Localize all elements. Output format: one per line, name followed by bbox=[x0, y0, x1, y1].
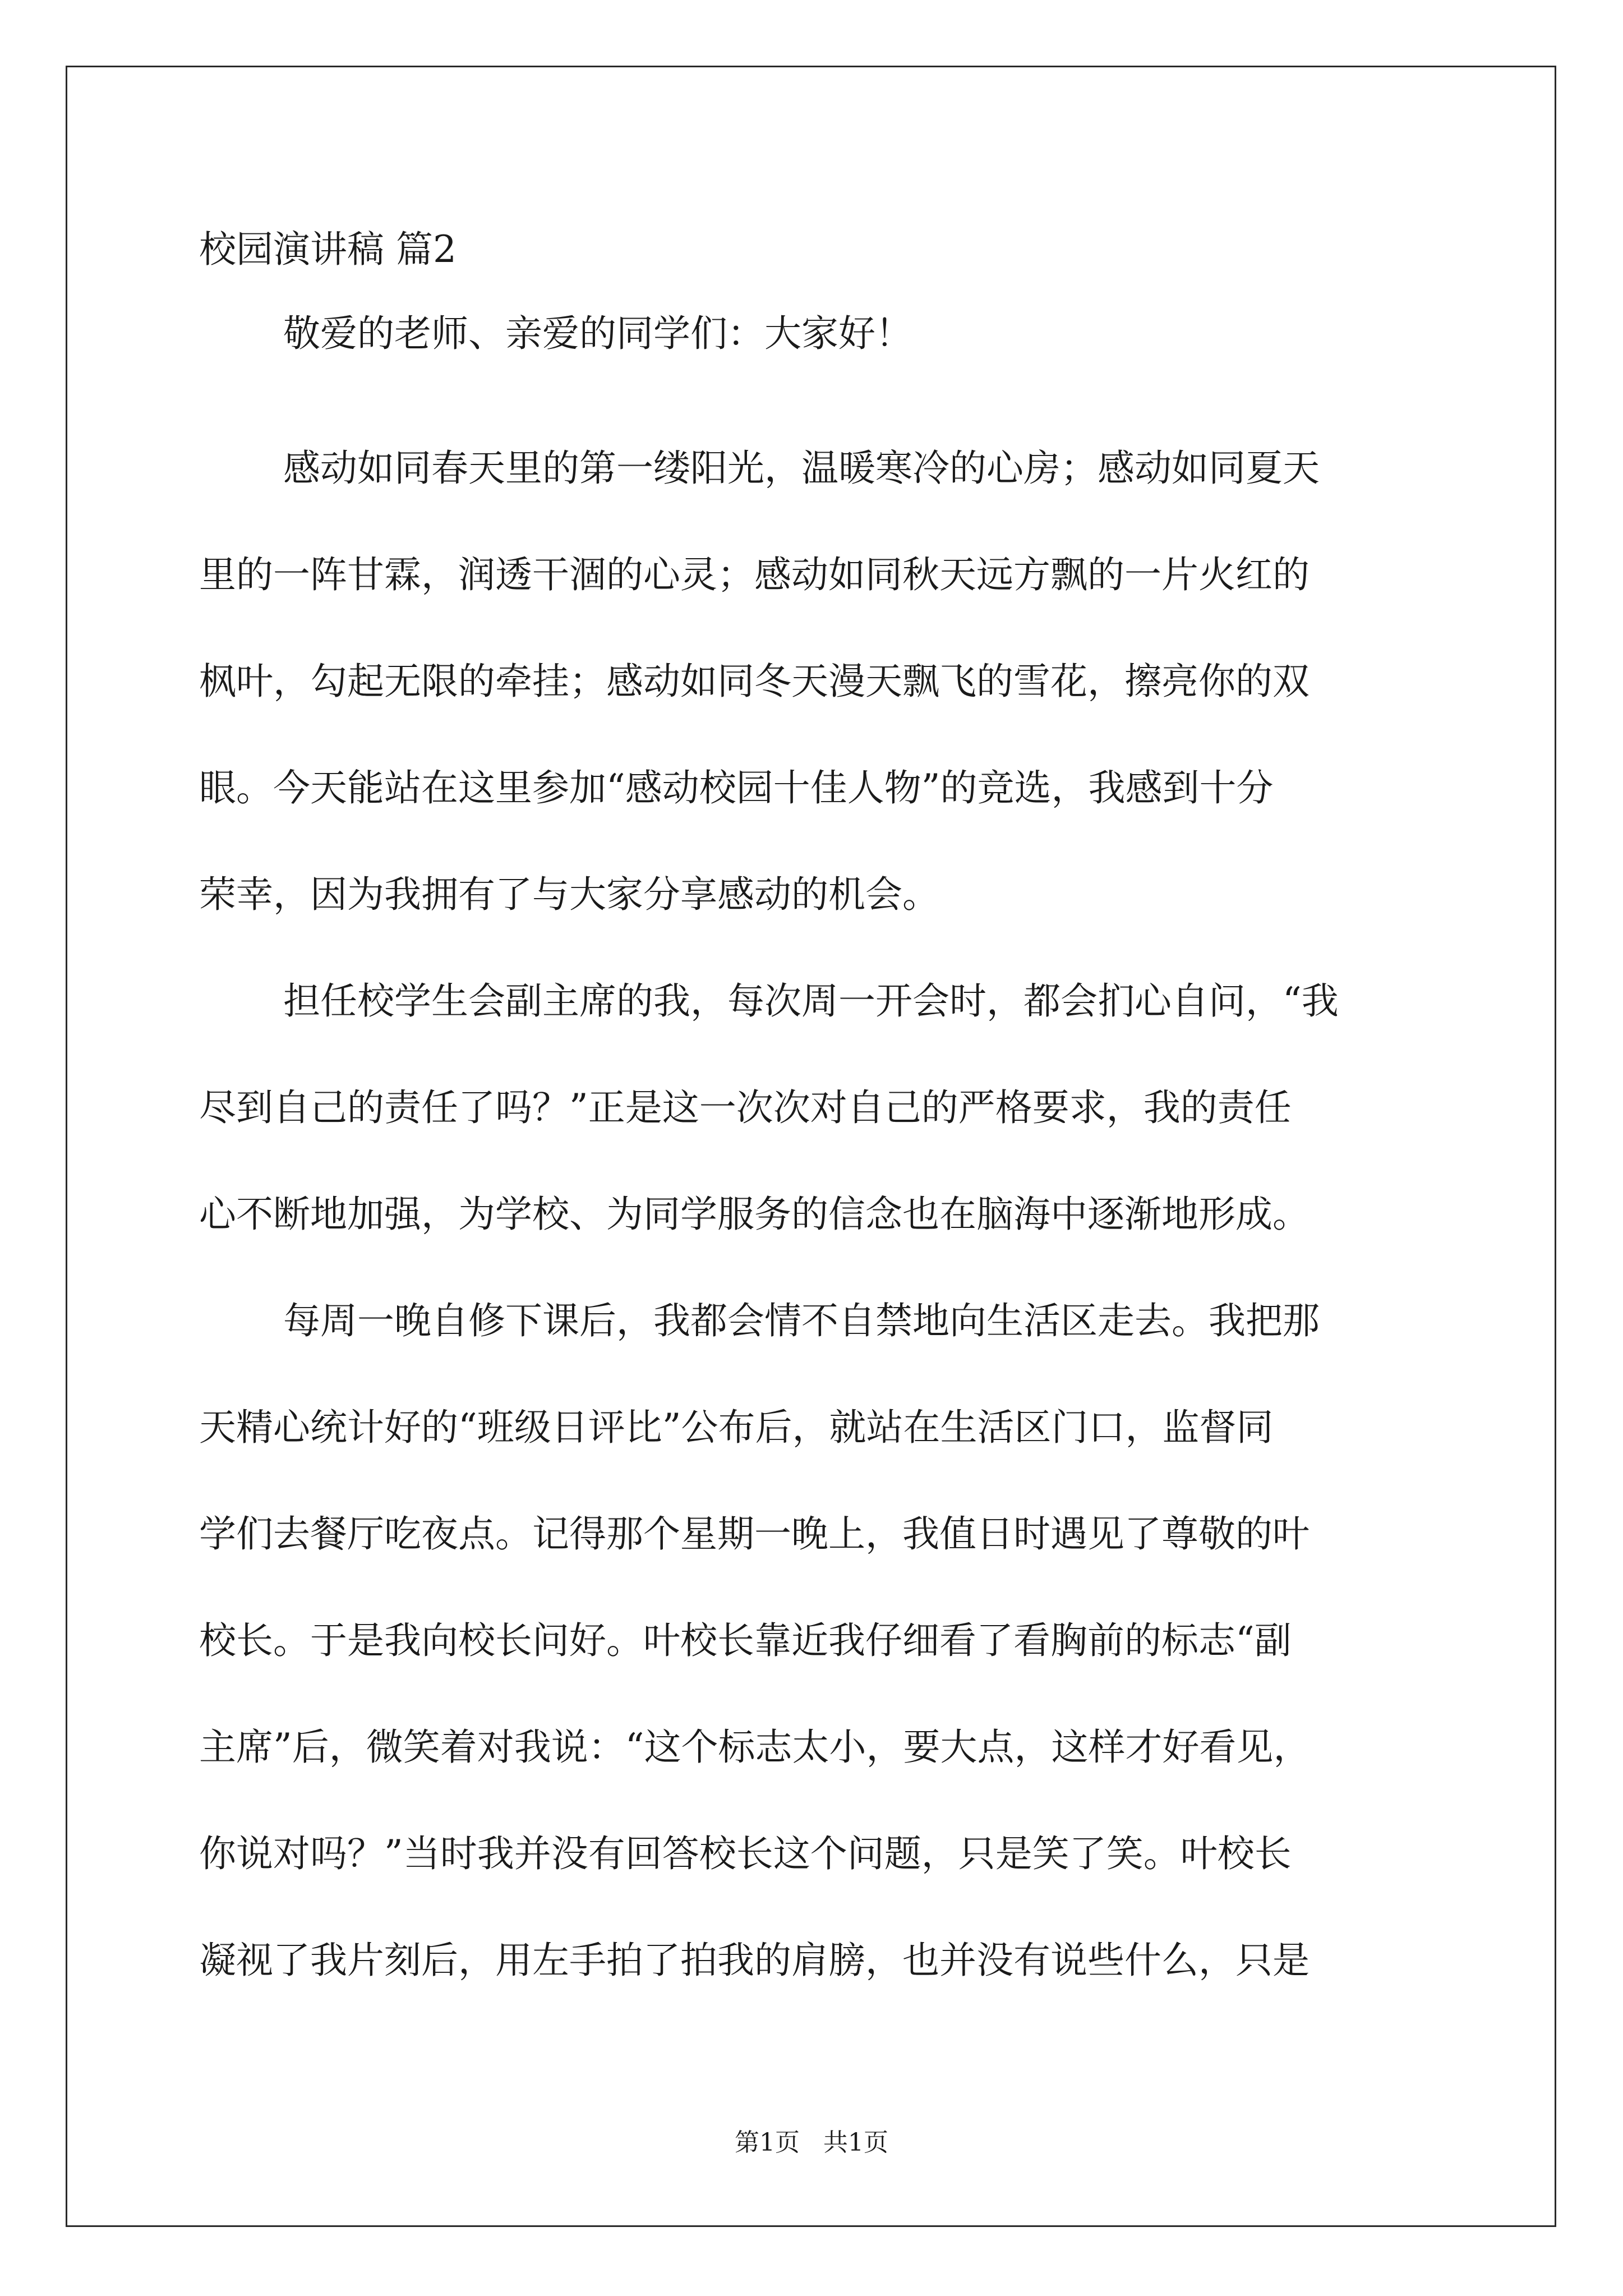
paragraph-line: 尽到自己的责任了吗？”正是这一次次对自己的严格要求，我的责任 bbox=[199, 1086, 1292, 1129]
paragraph-line: 枫叶，勾起无限的牵挂；感动如同冬天漫天飘飞的雪花，擦亮你的双 bbox=[199, 660, 1310, 703]
paragraph-line: 感动如同春天里的第一缕阳光，温暖寒冷的心房；感动如同夏天 bbox=[283, 447, 1320, 490]
paragraph-line: 学们去餐厅吃夜点。记得那个星期一晚上，我值日时遇见了尊敬的叶 bbox=[199, 1512, 1310, 1556]
paragraph-line: 每周一晚自修下课后，我都会情不自禁地向生活区走去。我把那 bbox=[283, 1299, 1320, 1342]
paragraph-line: 眼。今天能站在这里参加“感动校园十佳人物”的竞选，我感到十分 bbox=[199, 766, 1274, 809]
paragraph-line: 荣幸，因为我拥有了与大家分享感动的机会。 bbox=[199, 873, 939, 916]
paragraph-line: 主席”后，微笑着对我说：“这个标志太小，要大点，这样才好看见， bbox=[199, 1726, 1311, 1769]
paragraph-line: 心不断地加强，为学校、为同学服务的信念也在脑海中逐渐地形成。 bbox=[199, 1193, 1310, 1236]
page-border bbox=[66, 66, 1556, 2227]
paragraph-line: 校长。于是我向校长问好。叶校长靠近我仔细看了看胸前的标志“副 bbox=[199, 1619, 1292, 1662]
paragraph-line: 里的一阵甘霖，润透干涸的心灵；感动如同秋天远方飘的一片火红的 bbox=[199, 553, 1310, 596]
paragraph-greeting: 敬爱的老师、亲爱的同学们：大家好！ bbox=[283, 312, 912, 355]
paragraph-line: 凝视了我片刻后，用左手拍了拍我的肩膀，也并没有说些什么，只是 bbox=[199, 1939, 1310, 1982]
document-title: 校园演讲稿 篇2 bbox=[199, 228, 457, 271]
page-footer: 第1页 共1页 bbox=[735, 2128, 888, 2157]
paragraph-line: 天精心统计好的“班级日评比”公布后，就站在生活区门口，监督同 bbox=[199, 1406, 1274, 1449]
paragraph-line: 担任校学生会副主席的我，每次周一开会时，都会扪心自问，“我 bbox=[283, 979, 1339, 1023]
paragraph-line: 你说对吗？”当时我并没有回答校长这个问题，只是笑了笑。叶校长 bbox=[199, 1832, 1292, 1875]
